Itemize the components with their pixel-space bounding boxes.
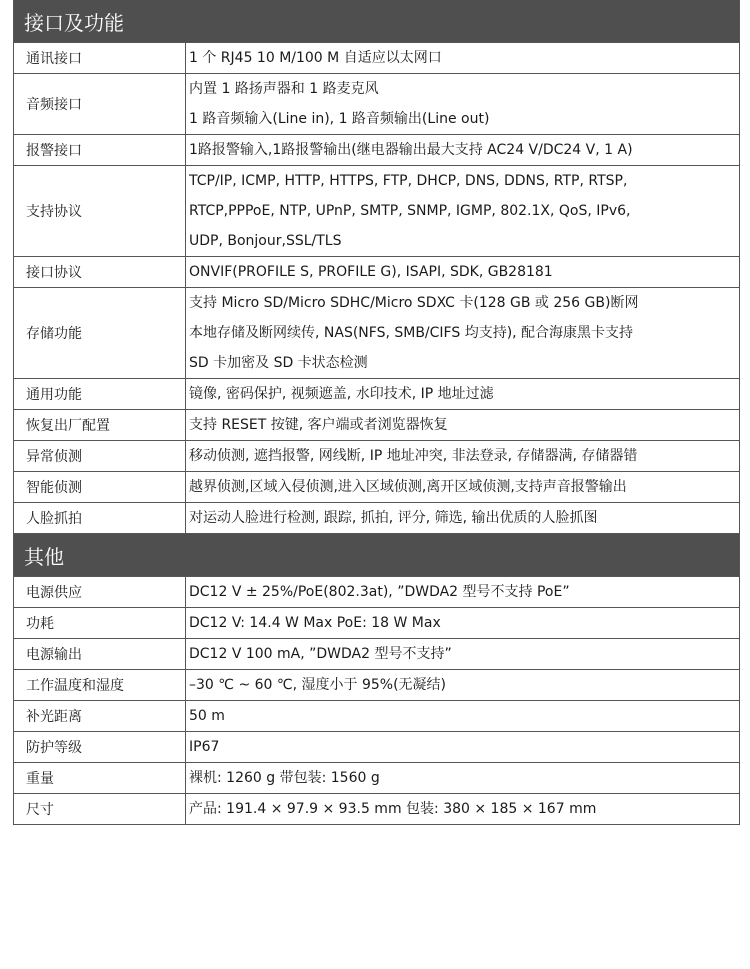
row-label: 接口协议 (14, 257, 186, 287)
row-label: 智能侦测 (14, 472, 186, 502)
value-line: 产品: 191.4 × 97.9 × 93.5 mm 包装: 380 × 185 × 167 mm (189, 801, 597, 817)
table-row (14, 472, 739, 503)
table-row (14, 503, 739, 534)
value-line: 越界侦测,区域入侵侦测,进入区域侦测,离开区域侦测,支持声音报警输出 (189, 479, 627, 495)
section-title: 其他 (24, 544, 64, 569)
row-value (186, 288, 739, 378)
table-row (14, 577, 739, 608)
table-row (14, 288, 739, 379)
row-label: 工作温度和湿度 (14, 670, 186, 700)
value-line: 1 个 RJ45 10 M/100 M 自适应以太网口 (189, 50, 442, 66)
row-value (186, 701, 739, 731)
table-row (14, 74, 739, 135)
row-value (186, 639, 739, 669)
value-line: RTCP,PPPoE, NTP, UPnP, SMTP, SNMP, IGMP, 802.1X, QoS, IPv6, (189, 203, 631, 219)
value-line: IP67 (189, 739, 220, 755)
table-row (14, 763, 739, 794)
row-value (186, 166, 739, 256)
section-title: 接口及功能 (24, 10, 124, 35)
value-line: 1 路音频输入(Line in), 1 路音频输出(Line out) (189, 111, 490, 127)
row-label: 支持协议 (14, 166, 186, 256)
row-value (186, 257, 739, 287)
table-row (14, 701, 739, 732)
row-label: 通用功能 (14, 379, 186, 409)
row-label: 通讯接口 (14, 43, 186, 73)
row-label: 音频接口 (14, 74, 186, 134)
row-value (186, 577, 739, 607)
value-line: 镜像, 密码保护, 视频遮盖, 水印技术, IP 地址过滤 (189, 386, 494, 402)
value-line: ONVIF(PROFILE S, PROFILE G), ISAPI, SDK, GB28181 (189, 264, 553, 280)
row-label: 尺寸 (14, 794, 186, 824)
row-value (186, 670, 739, 700)
value-line: UDP, Bonjour,SSL/TLS (189, 233, 342, 249)
row-value (186, 74, 739, 134)
row-label: 功耗 (14, 608, 186, 638)
value-line: DC12 V: 14.4 W Max PoE: 18 W Max (189, 615, 441, 631)
row-value (186, 379, 739, 409)
value-line: 移动侦测, 遮挡报警, 网线断, IP 地址冲突, 非法登录, 存储器满, 存储器错 (189, 448, 638, 464)
row-value (186, 794, 739, 824)
table-row (14, 135, 739, 166)
table-row (14, 441, 739, 472)
spec-table (13, 0, 740, 825)
value-line: DC12 V ± 25%/PoE(802.3at), ”DWDA2 型号不支持 PoE” (189, 584, 570, 600)
row-value (186, 503, 739, 533)
row-value (186, 608, 739, 638)
value-line: 裸机: 1260 g 带包装: 1560 g (189, 770, 380, 786)
row-label: 异常侦测 (14, 441, 186, 471)
value-line: 支持 Micro SD/Micro SDHC/Micro SDXC 卡(128 GB 或 256 GB)断网 (189, 295, 639, 311)
row-value (186, 441, 739, 471)
table-row (14, 608, 739, 639)
table-row (14, 794, 739, 824)
value-line: 50 m (189, 708, 225, 724)
row-label: 电源输出 (14, 639, 186, 669)
table-row (14, 732, 739, 763)
table-row (14, 379, 739, 410)
table-row (14, 670, 739, 701)
row-label: 重量 (14, 763, 186, 793)
row-value (186, 43, 739, 73)
value-line: SD 卡加密及 SD 卡状态检测 (189, 355, 368, 371)
value-line: TCP/IP, ICMP, HTTP, HTTPS, FTP, DHCP, DNS, DDNS, RTP, RTSP, (189, 173, 628, 189)
row-label: 人脸抓拍 (14, 503, 186, 533)
value-line: 内置 1 路扬声器和 1 路麦克风 (189, 81, 379, 97)
row-value (186, 732, 739, 762)
section-header-interfaces (14, 0, 739, 43)
row-value (186, 410, 739, 440)
value-line: DC12 V 100 mA, ”DWDA2 型号不支持” (189, 646, 452, 662)
value-line: 1路报警输入,1路报警输出(继电器输出最大支持 AC24 V/DC24 V, 1 A) (189, 142, 633, 158)
row-value (186, 763, 739, 793)
row-label: 恢复出厂配置 (14, 410, 186, 440)
table-row (14, 257, 739, 288)
row-label: 防护等级 (14, 732, 186, 762)
row-label: 电源供应 (14, 577, 186, 607)
row-label: 补光距离 (14, 701, 186, 731)
table-row (14, 410, 739, 441)
section-header-other (14, 534, 739, 577)
table-row (14, 639, 739, 670)
value-line: –30 ℃ ~ 60 ℃, 湿度小于 95%(无凝结) (189, 677, 446, 693)
row-value (186, 135, 739, 165)
value-line: 对运动人脸进行检测, 跟踪, 抓拍, 评分, 筛选, 输出优质的人脸抓图 (189, 510, 598, 526)
row-label: 存储功能 (14, 288, 186, 378)
value-line: 支持 RESET 按键, 客户端或者浏览器恢复 (189, 417, 448, 433)
value-line: 本地存储及断网续传, NAS(NFS, SMB/CIFS 均支持), 配合海康黑卡支持 (189, 325, 634, 341)
table-row (14, 43, 739, 74)
row-label: 报警接口 (14, 135, 186, 165)
row-value (186, 472, 739, 502)
table-row (14, 166, 739, 257)
